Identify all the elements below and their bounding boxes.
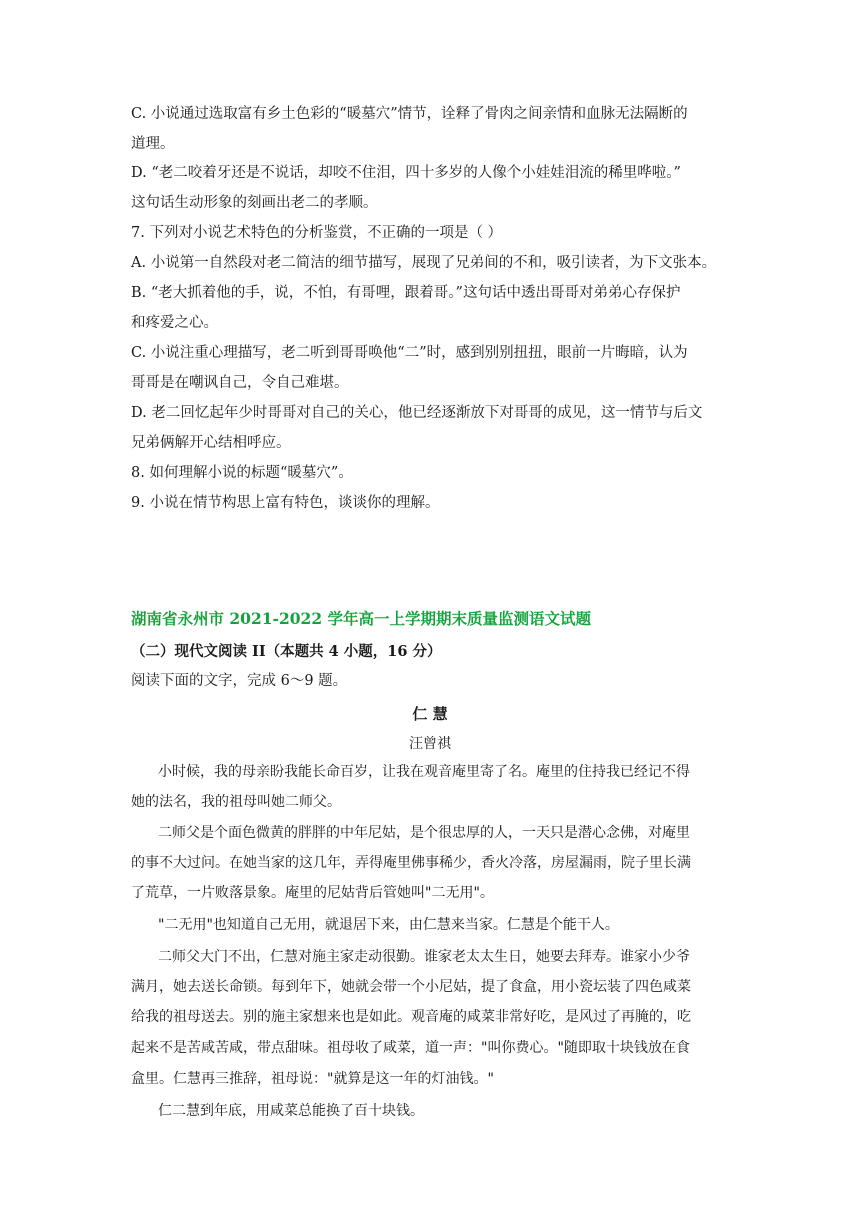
paragraph-4-line-1: 二师父大门不出，仁慧对施主家走动很勤。谁家老太太生日，她要去拜寿。谁家小少爷	[158, 949, 690, 965]
q7-option-d-line-1: D. 老二回忆起年少时哥哥对自己的关心，他已经逐渐放下对哥哥的成见，这一情节与后文	[131, 405, 703, 421]
paragraph-2-line-3: 了荒草，一片败落景象。庵里的尼姑背后管她叫"二无用"。	[131, 885, 494, 901]
paragraph-5: 仁二慧到年底，用咸菜总能换了百十块钱。	[158, 1103, 424, 1119]
q7-option-b-line-2: 和疼爱之心。	[131, 315, 218, 331]
question-9: 9. 小说在情节构思上富有特色，谈谈你的理解。	[131, 495, 440, 511]
source-heading: 湖南省永州市 2021-2022 学年高一上学期期末质量监测语文试题	[131, 609, 592, 628]
instruction: 阅读下面的文字，完成 6～9 题。	[131, 673, 348, 689]
article-title: 仁 慧	[412, 705, 448, 723]
paragraph-4-line-4: 起来不是苦咸苦咸，带点甜味。祖母收了咸菜，道一声："叫你费心。"随即取十块钱放在食	[131, 1040, 690, 1056]
paragraph-2-line-1: 二师父是个面色微黄的胖胖的中年尼姑，是个很忠厚的人，一天只是潜心念佛，对庵里	[158, 825, 690, 841]
question-7: 7. 下列对小说艺术特色的分析鉴赏，不正确的一项是（ ）	[131, 225, 503, 241]
paragraph-4-line-2: 满月，她去送长命锁。每到年下，她就会带一个小尼姑，提了食盒，用小瓷坛装了四色咸菜	[131, 979, 691, 995]
section-title: （二）现代文阅读 II（本题共 4 小题，16 分）	[131, 643, 442, 660]
option-d-line-2: 这句话生动形象的刻画出老二的孝顺。	[131, 195, 378, 211]
paragraph-2-line-2: 的事不大过问。在她当家的这几年，弄得庵里佛事稀少，香火冷落，房屋漏雨，院子里长满	[131, 855, 691, 871]
q7-option-c-line-1: C. 小说注重心理描写，老二听到哥哥唤他“二”时，感到别别扭扭，眼前一片晦暗，认为	[131, 345, 688, 361]
q7-option-c-line-2: 哥哥是在嘲讽自己，令自己难堪。	[131, 375, 349, 391]
paragraph-4-line-5: 盒里。仁慧再三推辞，祖母说："就算是这一年的灯油钱。"	[131, 1071, 494, 1087]
option-c-line-2: 道理。	[131, 136, 175, 152]
paragraph-4-line-3: 给我的祖母送去。别的施主家想来也是如此。观音庵的咸菜非常好吃，是风过了再腌的，吃	[131, 1009, 691, 1025]
paragraph-1-line-1: 小时候，我的母亲盼我能长命百岁，让我在观音庵里寄了名。庵里的住持我已经记不得	[158, 764, 690, 780]
option-c-line-1: C. 小说通过选取富有乡土色彩的“暖墓穴”情节，诠释了骨肉之间亲情和血脉无法隔断的	[131, 106, 688, 122]
question-8: 8. 如何理解小说的标题“暖墓穴”。	[131, 465, 353, 481]
paragraph-3: "二无用"也知道自己无用，就退居下来，由仁慧来当家。仁慧是个能干人。	[158, 917, 619, 933]
paragraph-1-line-2: 她的法名，我的祖母叫她二师父。	[131, 794, 341, 810]
option-d-line-1: D. “老二咬着牙还是不说话，却咬不住泪，四十多岁的人像个小娃娃泪流的稀里哗啦。”	[131, 165, 681, 181]
q7-option-b-line-1: B. “老大抓着他的手，说，不怕，有哥哩，跟着哥。”这句话中透出哥哥对弟弟心存保护	[131, 285, 681, 301]
q7-option-a: A. 小说第一自然段对老二简洁的细节描写，展现了兄弟间的不和，吸引读者，为下文张本。	[131, 255, 717, 271]
q7-option-d-line-2: 兄弟俩解开心结相呼应。	[131, 435, 291, 451]
article-author: 汪曾祺	[409, 736, 451, 752]
